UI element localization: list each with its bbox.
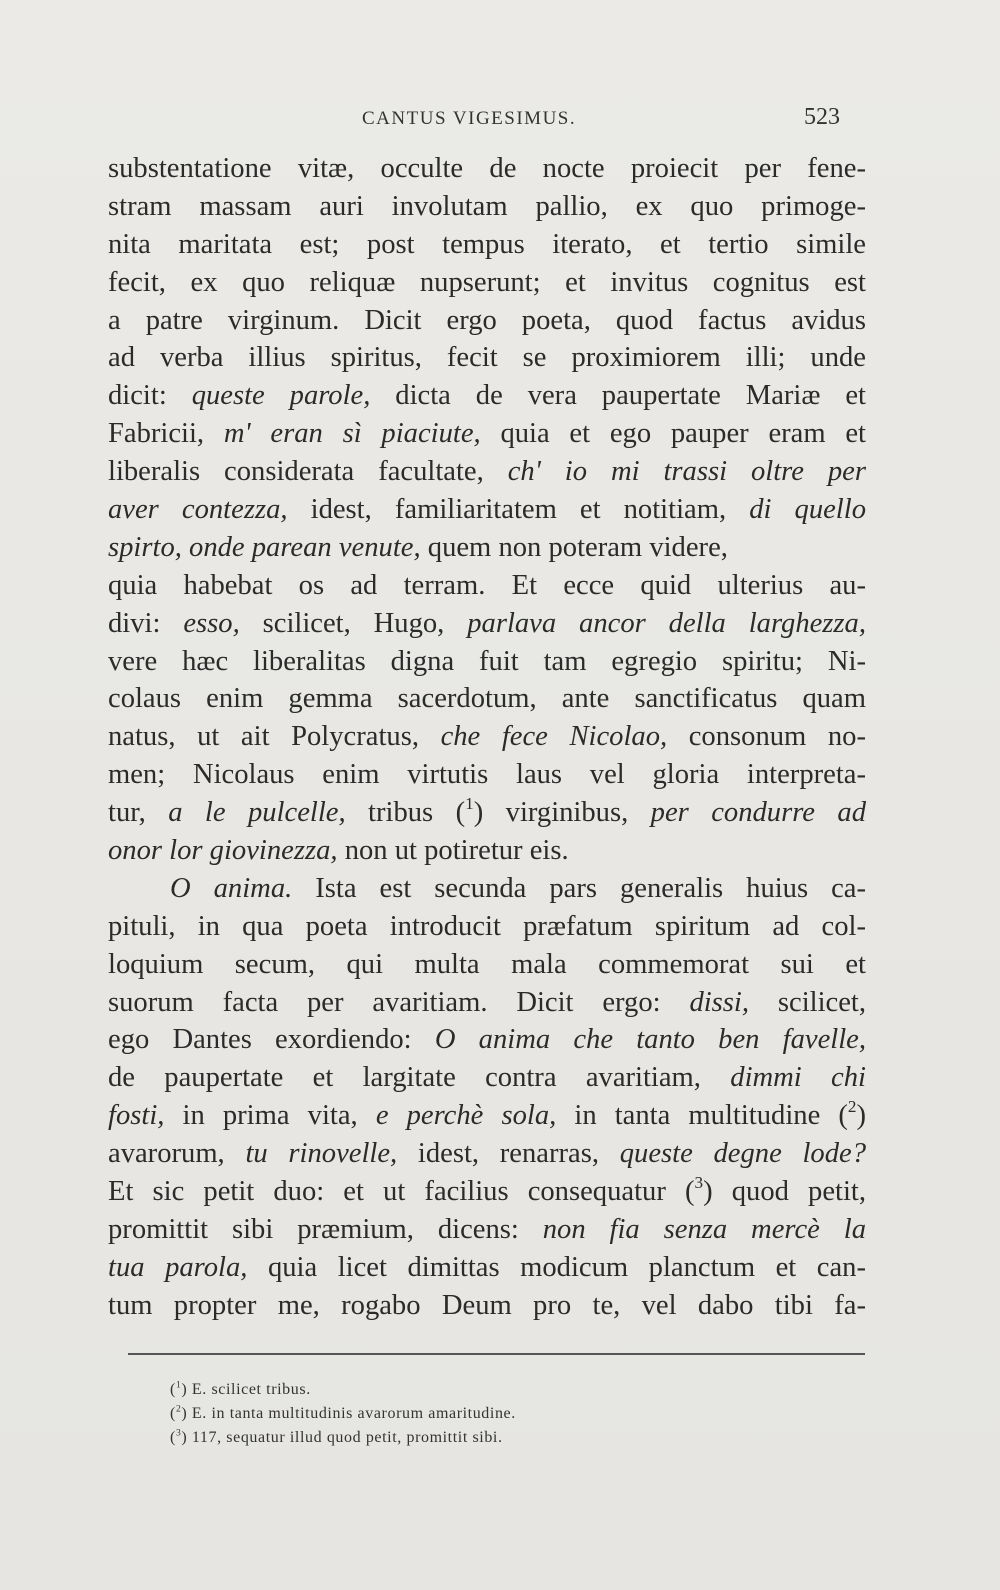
text-run: dicit:: [108, 380, 192, 412]
text-line: [108, 150, 866, 188]
text-run: avarorum,: [108, 1138, 246, 1170]
text-run: vere hæc liberalitas digna fuit tam egregio spiritu; Ni-: [108, 645, 866, 677]
footnote-ref: 3: [694, 1173, 704, 1193]
text-line: [108, 1059, 866, 1097]
page-number: 523: [804, 104, 840, 130]
text-line: [108, 453, 866, 491]
footnote-mark: 2: [175, 1403, 182, 1415]
text-line: [108, 188, 866, 226]
footnote-ref: 1: [465, 794, 474, 814]
footnote-mark: 1: [175, 1379, 182, 1391]
text-line: [108, 529, 866, 567]
text-run: quia et ego pauper eram et: [480, 418, 867, 450]
text-run: suorum facta per avaritiam. Dicit ergo:: [108, 986, 690, 1018]
text-line: [108, 226, 866, 264]
text-run: substentatione vitæ, occulte de nocte proiecit per fene-: [108, 153, 866, 184]
text-run: pituli, in qua poeta introducit præfatum spiritum ad col-: [108, 910, 866, 942]
text-line: [108, 567, 866, 605]
running-title: CANTUS VIGESIMUS.: [362, 108, 577, 129]
italic-quote: tu rinovelle,: [245, 1138, 398, 1170]
italic-quote: aver contezza,: [108, 494, 288, 526]
text-run: consonum no-: [667, 721, 866, 753]
text-line: [108, 491, 866, 529]
text-run: natus, ut ait Polycratus,: [108, 721, 441, 753]
italic-quote: spirto, onde parean venute,: [108, 531, 421, 563]
footnote-text: E. scilicet tribus.: [187, 1381, 311, 1398]
text-line: [108, 415, 866, 453]
italic-quote: a le pulcelle,: [168, 797, 346, 829]
text-run: Et sic petit duo: et ut facilius consequatur (: [108, 1176, 695, 1208]
text-line: [108, 1135, 866, 1173]
text-line: [108, 1021, 866, 1059]
text-run: men; Nicolaus enim virtutis laus vel gloria interpreta-: [108, 759, 866, 791]
text-run: nita maritata est; post tempus iterato, et tertio simile: [108, 228, 866, 260]
italic-quote: non fia senza mercè la: [542, 1213, 866, 1245]
italic-quote: ch' io mi trassi oltre per: [507, 456, 866, 488]
text-line: [108, 377, 866, 415]
italic-quote: O anima.: [170, 872, 293, 904]
text-line: [108, 1211, 866, 1249]
body-text: [108, 150, 866, 1325]
text-line: [108, 908, 866, 946]
text-line: [108, 339, 866, 377]
text-line: [108, 946, 866, 984]
text-line: [108, 302, 866, 340]
italic-quote: per condurre ad: [650, 797, 866, 829]
text-line: [108, 1173, 866, 1211]
text-run: colaus enim gemma sacerdotum, ante sanctificatus quam: [108, 683, 866, 715]
text-run: scilicet,: [749, 986, 867, 1018]
italic-quote: fosti,: [108, 1100, 165, 1132]
italic-quote: dimmi chi: [730, 1062, 866, 1094]
text-run: tum propter me, rogabo Deum pro te, vel dabo tibi fa-: [108, 1289, 866, 1321]
text-run: non ut potiretur eis.: [337, 835, 569, 867]
text-line: [108, 605, 866, 643]
text-run: a patre virginum. Dicit ergo poeta, quod factus avidus: [108, 304, 866, 336]
text-run: promittit sibi præmium, dicens:: [108, 1213, 543, 1245]
italic-quote: parlava ancor della larghezza,: [467, 607, 867, 639]
text-run: idest, familiaritatem et notitiam,: [287, 494, 750, 526]
text-run: liberalis considerata facultate,: [108, 456, 508, 488]
text-run: fecit, ex quo reliquæ nupserunt; et invitus cognitus est: [108, 266, 866, 298]
text-run: idest, renarras,: [397, 1138, 620, 1170]
italic-quote: onor lor giovinezza,: [108, 835, 338, 867]
italic-quote: tua parola,: [108, 1251, 248, 1283]
italic-quote: dissi,: [689, 986, 750, 1018]
italic-quote: m' eran sì piaciute,: [223, 418, 481, 450]
text-run: scilicet, Hugo,: [239, 607, 468, 639]
text-run: tur,: [108, 797, 169, 829]
footnote: ($^2$) E. in tanta multitudinis avarorum amaritudine.: [170, 1403, 516, 1422]
text-run: Fabricii,: [108, 418, 224, 450]
italic-quote: di quello: [749, 494, 866, 526]
footnotes: [170, 1378, 870, 1450]
text-line: [108, 1287, 866, 1325]
text-line: [108, 264, 866, 302]
text-run: stram massam auri involutam pallio, ex quo primoge-: [108, 190, 866, 222]
italic-quote: queste parole,: [191, 380, 371, 412]
text-line: [108, 643, 866, 681]
text-run: in prima vita,: [164, 1100, 376, 1132]
text-line: [108, 756, 866, 794]
text-run: loquium secum, qui multa mala commemorat sui et: [108, 948, 866, 980]
italic-quote: e perchè sola,: [375, 1100, 557, 1132]
footnote-mark: 3: [175, 1427, 182, 1439]
footnote-text: E. in tanta multitudinis avarorum amaritudine.: [187, 1405, 516, 1422]
italic-quote: che fece Nicolao,: [440, 721, 668, 753]
text-run: quem non poteram videre,: [420, 531, 728, 563]
text-line: [108, 832, 866, 870]
italic-quote: O anima che tanto ben favelle,: [434, 1024, 866, 1056]
text-run: ) quod petit,: [703, 1176, 866, 1208]
text-run: ): [856, 1100, 866, 1132]
text-run: ego Dantes exordiendo:: [108, 1024, 435, 1056]
text-line: [108, 794, 866, 832]
text-run: in tanta multitudine (: [556, 1100, 848, 1132]
text-run: ) virginibus,: [473, 797, 651, 829]
page-header: [0, 104, 1000, 138]
text-run: quia habebat os ad terram. Et ecce quid ulterius au-: [108, 569, 866, 601]
text-line: [108, 984, 866, 1022]
text-run: dicta de vera paupertate Mariæ et: [370, 380, 866, 412]
footnote-text: 117, sequatur illud quod petit, promittit sibi.: [187, 1429, 503, 1446]
footnote-ref: 2: [847, 1097, 857, 1117]
text-line: [108, 680, 866, 718]
text-line: [108, 1249, 866, 1287]
footnote-rule: [128, 1353, 865, 1355]
footnote: ($^3$) 117, sequatur illud quod petit, promittit sibi.: [170, 1427, 503, 1446]
footnote: ($^1$) E. scilicet tribus.: [170, 1379, 311, 1398]
italic-quote: esso,: [183, 607, 240, 639]
text-run: Ista est secunda pars generalis huius ca-: [292, 872, 866, 904]
text-line: [108, 870, 866, 908]
text-line: [108, 1097, 866, 1135]
italic-quote: queste degne lode?: [619, 1138, 867, 1170]
text-run: de paupertate et largitate contra avaritiam,: [108, 1062, 731, 1094]
text-run: ad verba illius spiritus, fecit se proximiorem illi; unde: [108, 342, 866, 374]
text-line: [108, 718, 866, 756]
text-run: quia licet dimittas modicum planctum et can-: [247, 1251, 866, 1283]
text-run: tribus (: [345, 797, 466, 829]
text-run: divi:: [108, 607, 184, 639]
